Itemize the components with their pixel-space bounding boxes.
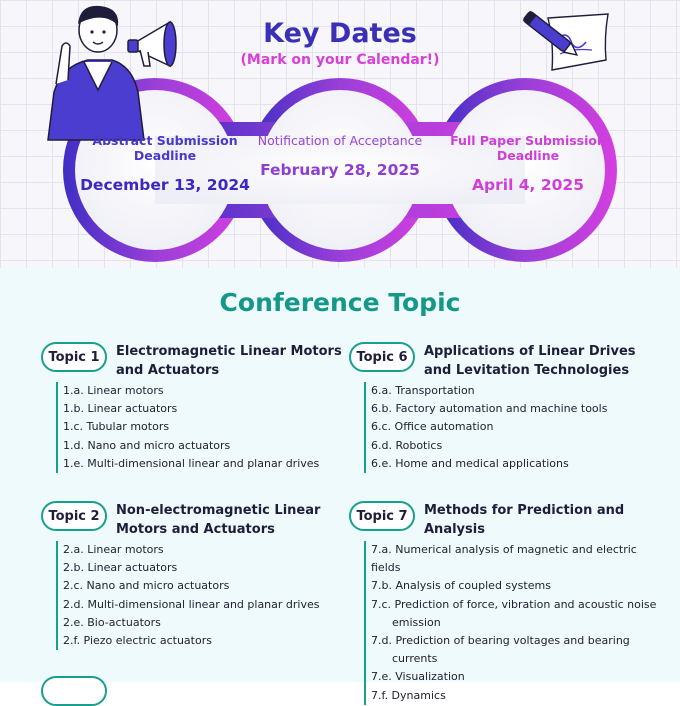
topic-1-block bbox=[41, 342, 341, 473]
key-dates-section bbox=[0, 0, 680, 268]
list-item: 1.b. Linear actuators bbox=[63, 402, 178, 416]
topic-item-list bbox=[56, 382, 341, 473]
list-item: 7.a. Numerical analysis of magnetic and electric fields bbox=[371, 543, 637, 575]
full-paper-deadline bbox=[443, 133, 613, 195]
list-item: 1.d. Nano and micro actuators bbox=[63, 438, 231, 452]
key-dates-subtitle: (Mark on your Calendar!) bbox=[240, 52, 440, 68]
list-item: 2.f. Piezo electric actuators bbox=[63, 634, 212, 648]
list-item: 7.d. Prediction of bearing voltages and bearing currents bbox=[371, 634, 630, 666]
key-dates-title: Key Dates bbox=[263, 18, 417, 49]
list-item: 1.e. Multi-dimensional linear and planar drives bbox=[63, 456, 320, 470]
list-item: 6.a. Transportation bbox=[371, 384, 475, 397]
topic-item-list bbox=[56, 541, 341, 650]
topic-2-block bbox=[41, 501, 341, 650]
list-item: 2.a. Linear motors bbox=[63, 543, 164, 556]
list-item: 7.e. Visualization bbox=[371, 670, 465, 684]
list-item: 2.c. Nano and micro actuators bbox=[63, 579, 230, 593]
date-value: April 4, 2025 bbox=[472, 176, 584, 194]
list-item: 7.b. Analysis of coupled systems bbox=[371, 579, 551, 593]
list-item: 6.e. Home and medical applications bbox=[371, 456, 569, 470]
conference-topic-title: Conference Topic bbox=[219, 288, 461, 317]
topic-title: Applications of Linear Drives and Levitation Technologies bbox=[424, 344, 636, 378]
list-item: 1.a. Linear motors bbox=[63, 384, 164, 397]
list-item: 2.e. Bio-actuators bbox=[63, 615, 161, 629]
date-label: Abstract Submission Deadline bbox=[92, 133, 238, 163]
list-item: 7.c. Prediction of force, vibration and acoustic noise emission bbox=[371, 597, 657, 629]
topic-7-block bbox=[349, 501, 669, 705]
topic-title: Non-electromagnetic Linear Motors and Actuators bbox=[116, 503, 321, 537]
topic-6-block bbox=[349, 342, 669, 473]
notification-date bbox=[255, 133, 425, 180]
topic-item-list bbox=[364, 541, 669, 705]
list-item: 2.b. Linear actuators bbox=[63, 561, 178, 575]
topic-pill: Topic 6 bbox=[349, 342, 415, 372]
topic-pill bbox=[41, 676, 107, 706]
date-label: Full Paper Submission Deadline bbox=[450, 133, 606, 163]
topic-item-list bbox=[364, 382, 669, 473]
topic-title: Electromagnetic Linear Motors and Actuators bbox=[116, 344, 342, 378]
list-item: 6.d. Robotics bbox=[371, 438, 443, 452]
date-label: Notification of Acceptance bbox=[257, 133, 423, 148]
list-item: 6.b. Factory automation and machine tools bbox=[371, 402, 608, 416]
list-item: 6.c. Office automation bbox=[371, 420, 494, 434]
list-item: 2.d. Multi-dimensional linear and planar drives bbox=[63, 597, 320, 611]
abstract-deadline bbox=[80, 133, 250, 195]
date-value: December 13, 2024 bbox=[80, 176, 250, 194]
list-item: 7.f. Dynamics bbox=[371, 688, 446, 702]
topic-pill: Topic 1 bbox=[41, 342, 107, 372]
list-item: 1.c. Tubular motors bbox=[63, 420, 170, 434]
topic-pill: Topic 2 bbox=[41, 501, 107, 531]
topic-title: Methods for Prediction and Analysis bbox=[424, 503, 625, 537]
date-value: February 28, 2025 bbox=[260, 161, 420, 179]
topic-pill: Topic 7 bbox=[349, 501, 415, 531]
